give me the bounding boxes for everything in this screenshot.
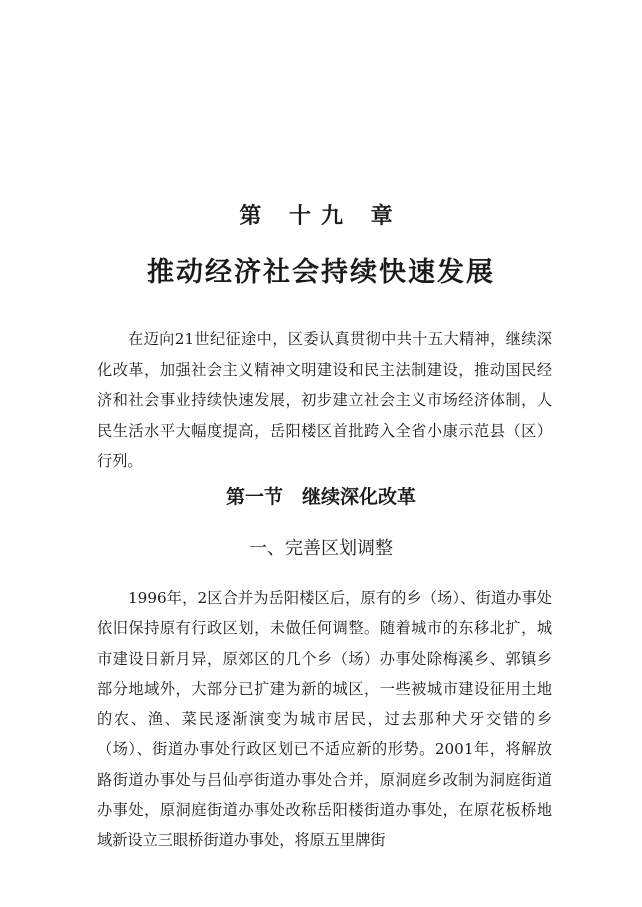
chapter-intro-paragraph: 在迈向21世纪征途中，区委认真贯彻中共十五大精神，继续深化改革，加强社会主义精神文明建设和民主法制建设，推动国民经济和社会事业持续快速发展，初步建立社会主义市场经济体制，人民生活水平大幅度提高，岳阳楼区首批跨入全省小康示范县（区）行列。 (97, 330, 552, 470)
body-paragraph: 1996年，2区合并为岳阳楼区后，原有的乡（场）、街道办事处依旧保持原有行政区划，未做任何调整。随着城市的东移北扩，城市建设日新月异，原郊区的几个乡（场）办事处除梅溪乡、郭镇乡部分地域外，大部分已扩建为新的城区，一些被城市建设征用土地的农、渔、菜民逐渐演变为城市居民，过去那种犬牙交错的乡（场）、街道办事处行政区划已不适应新的形势。2001年，将解放路街道办事处与吕仙亭街道办事处合并，原洞庭乡改制为洞庭街道办事处，原洞庭街道办事处改称岳阳楼街道办事处，在原花板桥地域新设立三眼桥街道办事处，将原五里牌街 (97, 589, 552, 850)
section-title: 第一节 继续深化改革 (225, 486, 416, 508)
chapter-title: 推动经济社会持续快速发展 (147, 257, 495, 288)
chapter-number: 第 十九 章 (239, 204, 403, 229)
subsection-title: 一、完善区划调整 (249, 538, 393, 559)
